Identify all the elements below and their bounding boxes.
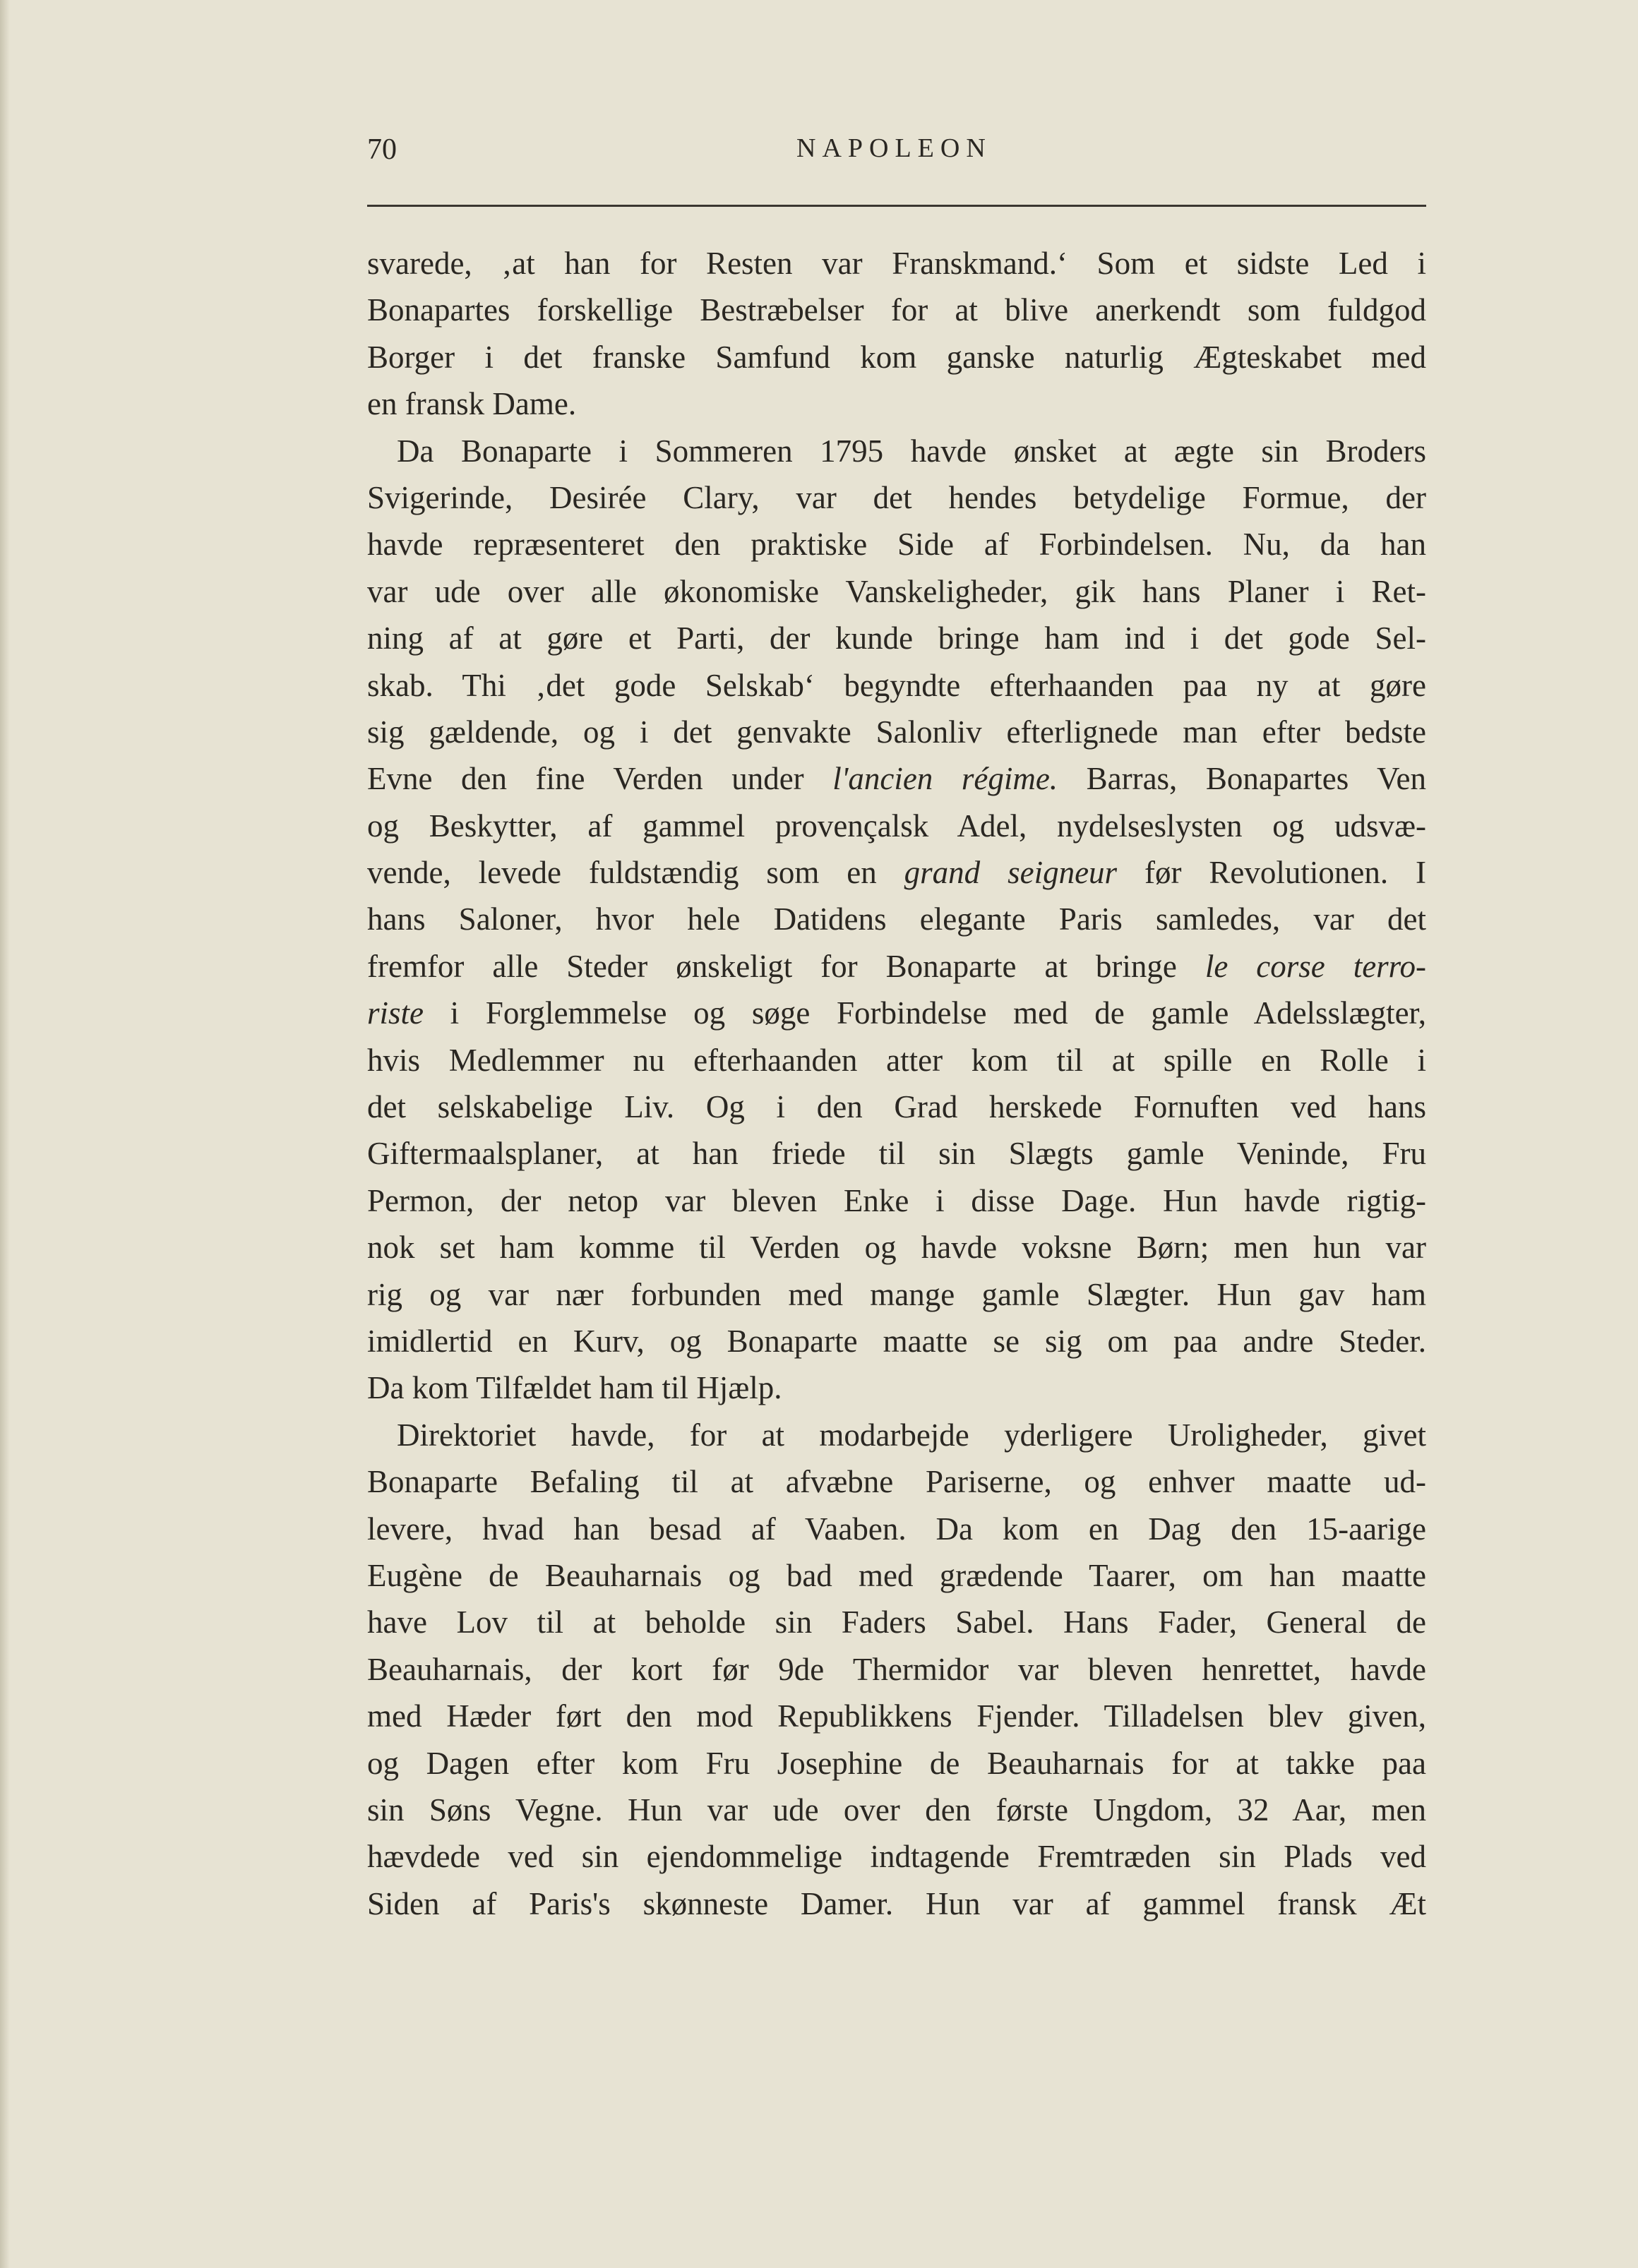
text-line: Giftermaalsplaner, at han friede til sin Slægts gamle Veninde, Fru	[367, 1136, 1426, 1172]
page-header	[367, 133, 1426, 175]
text-run: Evne den fine Verden under	[367, 761, 833, 797]
italic-phrase: grand seigneur	[904, 855, 1118, 891]
text-line: Da Bonaparte i Sommeren 1795 havde ønsket at ægte sin Broders	[397, 433, 1426, 469]
text-line: have Lov til at beholde sin Faders Sabel. Hans Fader, General de	[367, 1604, 1426, 1640]
italic-phrase: l'ancien régime.	[832, 761, 1058, 797]
text-line: Direktoriet havde, for at modarbejde yderligere Uroligheder, givet	[397, 1417, 1426, 1453]
text-line: og Beskytter, af gammel provençalsk Adel, nydelseslysten og udsvæ-	[367, 808, 1426, 844]
running-title: NAPOLEON	[796, 133, 992, 163]
text-line: Siden af Paris's skønneste Damer. Hun var af gammel fransk Æt	[367, 1885, 1426, 1921]
text-line: Bonapartes forskellige Bestræbelser for at blive anerkendt som fuldgod	[367, 292, 1426, 328]
header-rule	[367, 205, 1426, 207]
text-run: vende, levede fuldstændig som en	[367, 855, 904, 891]
text-line: sin Søns Vegne. Hun var ude over den første Ungdom, 32 Aar, men	[367, 1792, 1426, 1828]
text-line: rig og var nær forbunden med mange gamle Slægter. Hun gav ham	[367, 1276, 1426, 1312]
text-line: Da kom Tilfældet ham til Hjælp.	[367, 1370, 782, 1406]
text-line: en fransk Dame.	[367, 386, 577, 422]
text-line: hævdede ved sin ejendommelige indtagende Fremtræden sin Plads ved	[367, 1839, 1426, 1875]
text-line	[367, 943, 1426, 990]
text-line: ning af at gøre et Parti, der kunde bringe ham ind i det gode Sel-	[367, 620, 1426, 656]
body-text	[367, 240, 1426, 1927]
italic-phrase: le corse terro-	[1204, 948, 1427, 984]
text-line: Permon, der netop var bleven Enke i disse Dage. Hun havde rigtig-	[367, 1182, 1426, 1218]
text-line: Beauharnais, der kort før 9de Thermidor var bleven henrettet, havde	[367, 1651, 1426, 1687]
text-line: hvis Medlemmer nu efterhaanden atter kom til at spille en Rolle i	[367, 1042, 1426, 1078]
text-line: skab. Thi ‚det gode Selskab‘ begyndte efterhaanden paa ny at gøre	[367, 667, 1426, 703]
text-run: Barras, Bonapartes Ven	[1058, 761, 1426, 797]
text-line	[367, 755, 1426, 802]
text-line: sig gældende, og i det genvakte Salonliv efterlignede man efter bedste	[367, 714, 1426, 750]
text-line: var ude over alle økonomiske Vanskeligheder, gik hans Planer i Ret-	[367, 573, 1426, 609]
text-line: hans Saloner, hvor hele Datidens elegante Paris samledes, var det	[367, 901, 1426, 937]
text-line: levere, hvad han besad af Vaaben. Da kom en Dag den 15-aarige	[367, 1511, 1426, 1547]
text-line	[367, 849, 1426, 896]
text-line: havde repræsenteret den praktiske Side af Forbindelsen. Nu, da han	[367, 527, 1426, 563]
text-line: Eugène de Beauharnais og bad med grædende Taarer, om han maatte	[367, 1557, 1426, 1593]
text-line: og Dagen efter kom Fru Josephine de Beauharnais for at takke paa	[367, 1745, 1426, 1781]
page-number: 70	[367, 133, 397, 166]
page-edge	[0, 0, 10, 2268]
text-line: med Hæder ført den mod Republikkens Fjender. Tilladelsen blev given,	[367, 1698, 1426, 1734]
text-line: det selskabelige Liv. Og i den Grad herskede Fornuften ved hans	[367, 1089, 1426, 1125]
italic-phrase: riste	[367, 995, 424, 1031]
text-line: Borger i det franske Samfund kom ganske naturlig Ægteskabet med	[367, 339, 1426, 375]
text-line: imidlertid en Kurv, og Bonaparte maatte se sig om paa andre Steder.	[367, 1323, 1426, 1359]
text-line: Bonaparte Befaling til at afvæbne Pariserne, og enhver maatte ud-	[367, 1464, 1426, 1500]
text-run: i Forglemmelse og søge Forbindelse med de gamle Adelsslægter,	[424, 995, 1426, 1031]
text-line: nok set ham komme til Verden og havde voksne Børn; men hun var	[367, 1230, 1426, 1266]
text-line: svarede, ‚at han for Resten var Franskmand.‘ Som et sidste Led i	[367, 246, 1426, 281]
text-run: fremfor alle Steder ønskeligt for Bonaparte at bringe	[367, 948, 1205, 984]
text-run: før Revolutionen. I	[1117, 855, 1426, 891]
text-line	[367, 990, 1426, 1036]
text-line: Svigerinde, Desirée Clary, var det hendes betydelige Formue, der	[367, 479, 1426, 515]
